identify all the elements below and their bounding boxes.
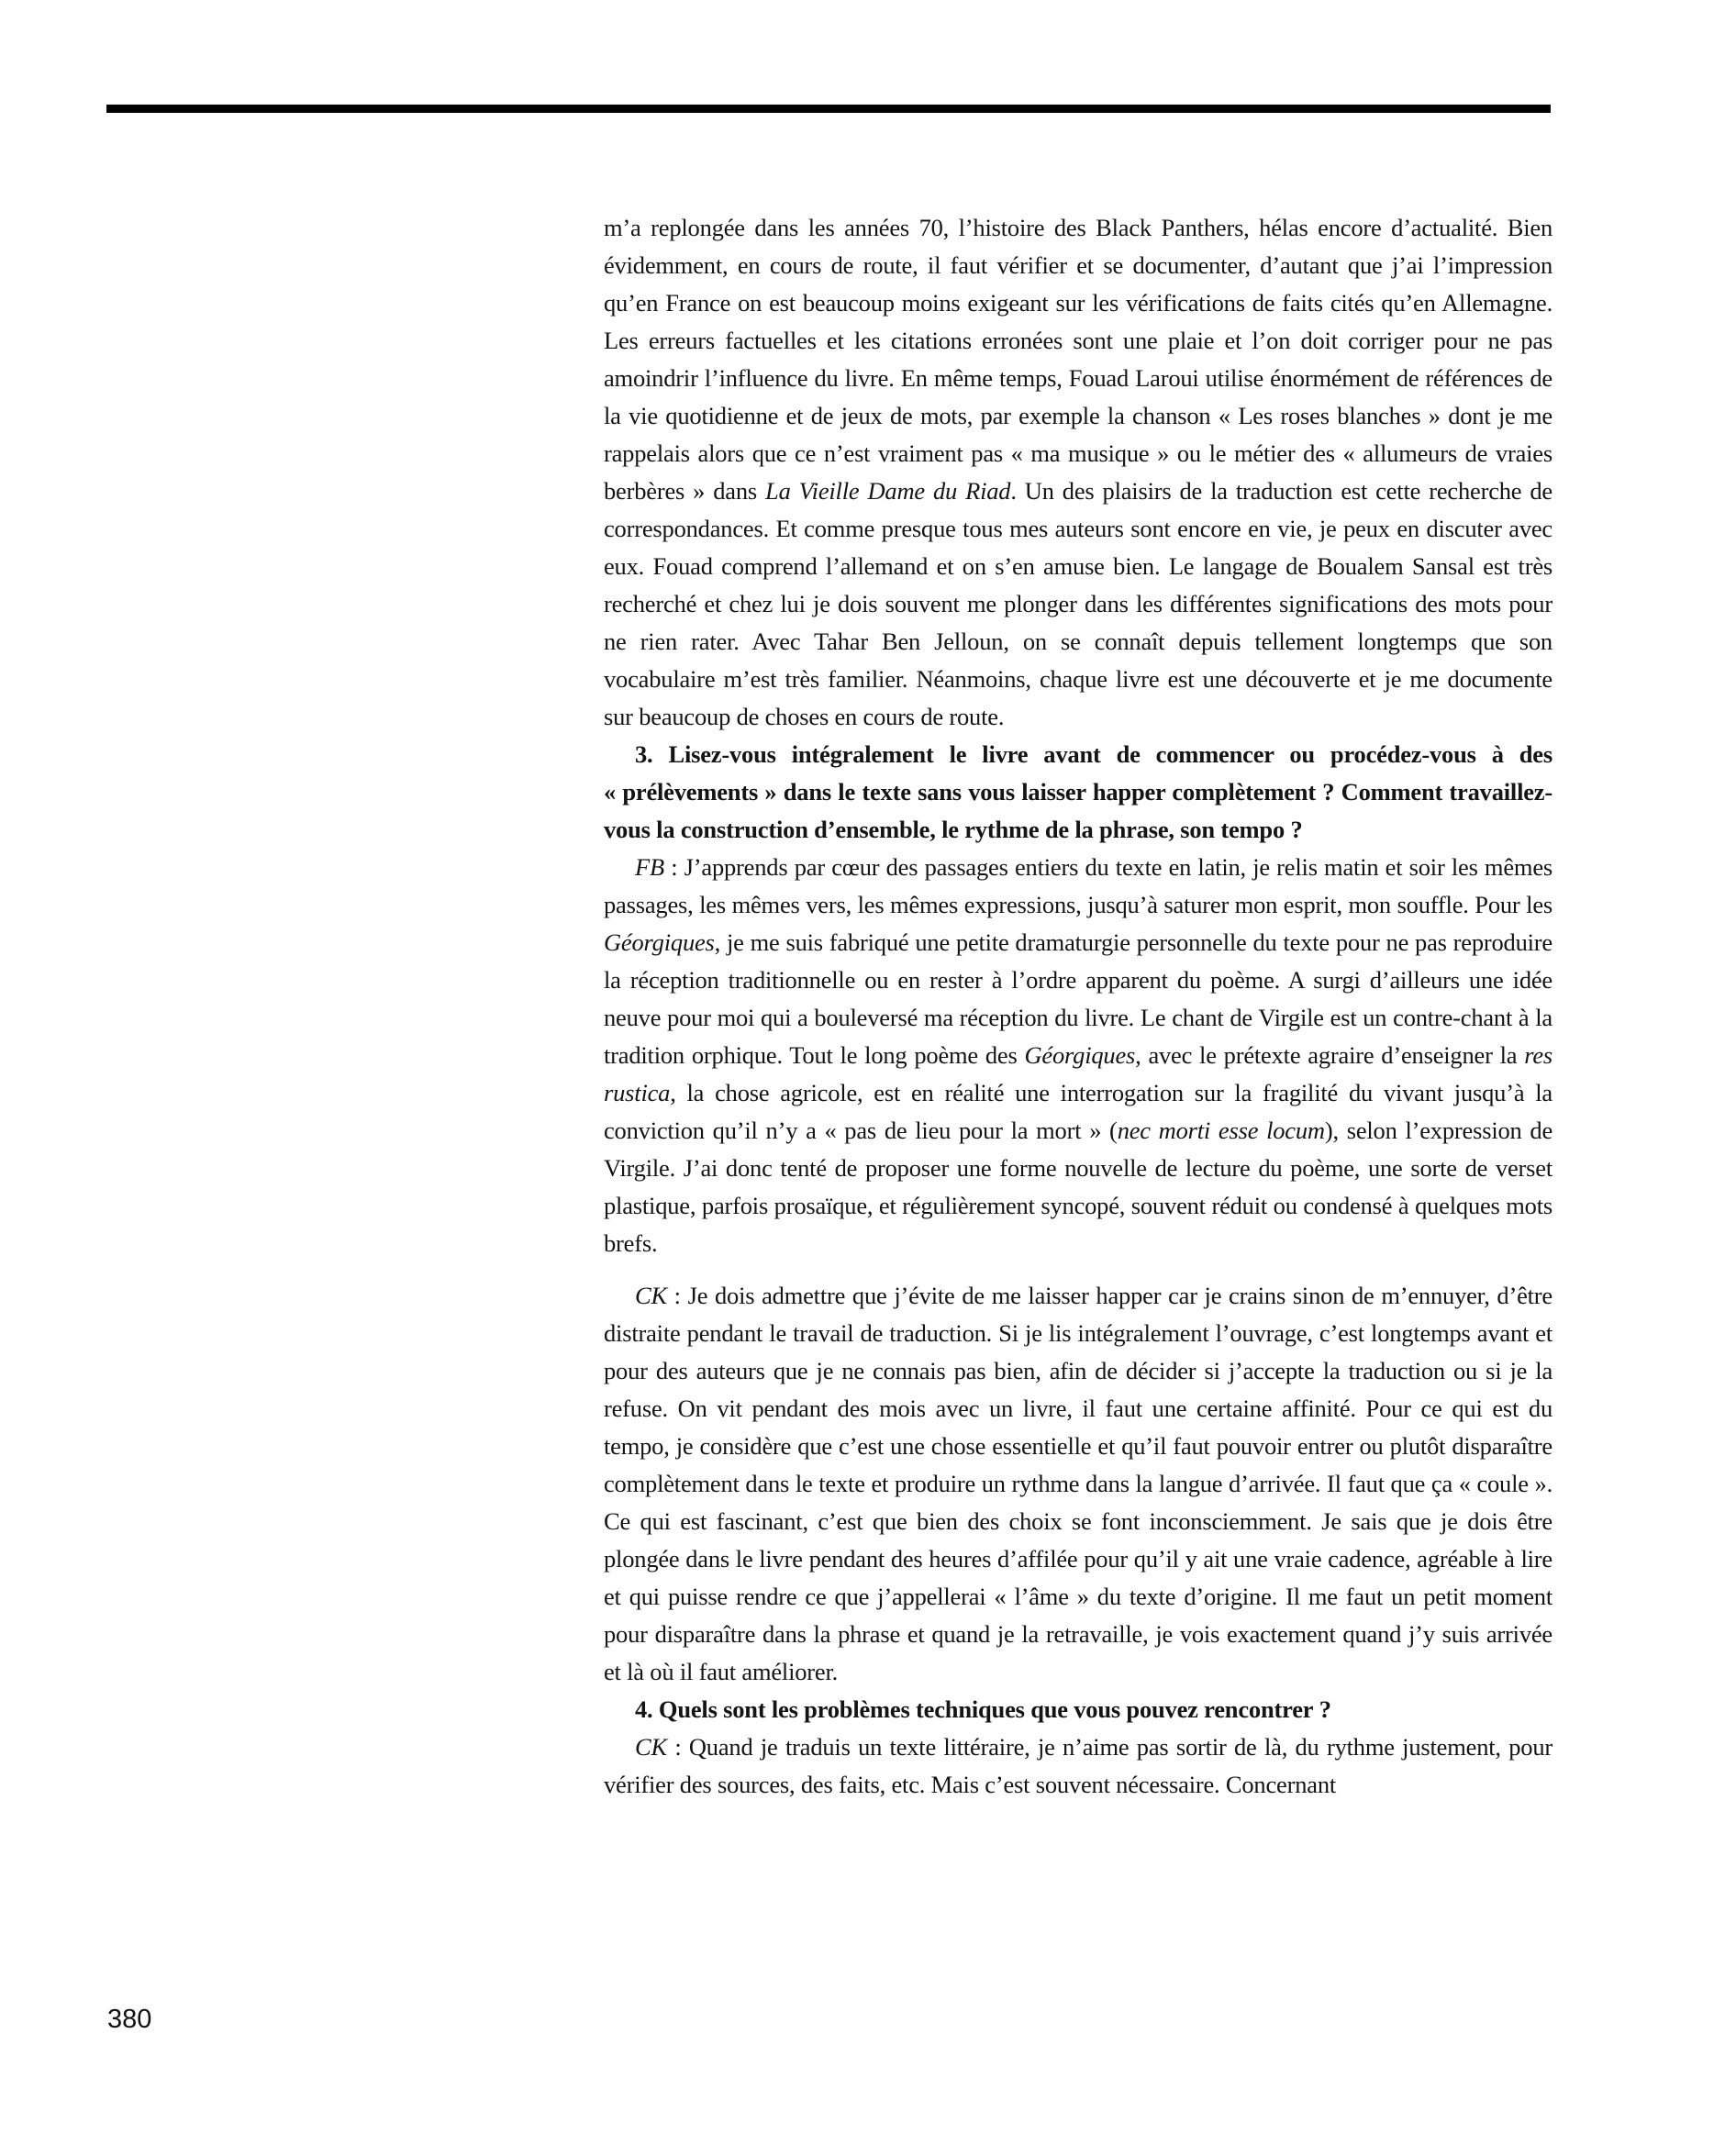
answer-fb-paragraph — [604, 849, 1552, 1262]
italic-text-run: Géorgiques — [604, 928, 715, 956]
header-rule — [106, 105, 1551, 113]
text-run: : Quand je traduis un texte littéraire, je n’aime pas sortir de là, du rythme justement, pour vérifier des sources, des faits, etc. Mais c’est souvent nécessaire. Concernant — [604, 1733, 1552, 1798]
text-run: , je me suis fabriqué une petite dramaturgie personnelle du texte pour ne pas reproduire la réception traditionnelle ou en rester à l’ordre apparent du poème. A surgi d’ailleurs une idée neuve pour moi qui a bouleversé ma réception du livre. Le chant de Virgile est un contre-chant à la tradition orphique. Tout le long poème des — [604, 928, 1552, 1069]
page-number: 380 — [107, 2005, 152, 2034]
text-run: , avec le prétexte agraire d’enseigner la — [1135, 1041, 1525, 1069]
italic-text-run: CK — [635, 1282, 667, 1309]
text-run: ), selon l’expression de Virgile. J’ai donc tenté de proposer une forme nouvelle de lecture du poème, une sorte de verset plastique, parfois prosaïque, et régulièrement syncopé, souvent réduit ou condensé à quelques mots brefs. — [604, 1117, 1553, 1257]
text-run: : J’apprends par cœur des passages entiers du texte en latin, je relis matin et soir les mêmes passages, les mêmes vers, les mêmes expressions, jusqu’à saturer mon esprit, mon souffle. Pour les — [604, 853, 1552, 918]
text-run: , la chose agricole, est en réalité une interrogation sur la fragilité du vivant jusqu’à la conviction qu’il n’y a « pas de lieu pour la mort » ( — [604, 1079, 1552, 1144]
text-run: . Un des plaisirs de la traduction est cette recherche de correspondances. Et comme presque tous mes auteurs sont encore en vie, je peux en discuter avec eux. Fouad comprend l’allemand et on s’en amuse bien. Le langage de Boualem Sansal est très recherché et chez lui je dois souvent me plonger dans les différentes significations des mots pour ne rien rater. Avec Tahar Ben Jelloun, on se connaît depuis tellement longtemps que son vocabulaire m’est très familier. Néanmoins, chaque livre est une découverte et je me documente sur beaucoup de choses en cours de route. — [604, 477, 1552, 730]
question-4-heading: 4. Quels sont les problèmes techniques que vous pouvez rencontrer ? — [635, 1695, 1331, 1723]
text-column — [604, 209, 1552, 1804]
italic-text-run: FB — [635, 853, 664, 881]
italic-text-run: nec morti esse locum — [1117, 1117, 1325, 1144]
answer-ck-paragraph — [604, 1277, 1552, 1691]
question-3-heading: 3. Lisez-vous intégralement le livre avant de commencer ou procédez-vous à des « prélèvements » dans le texte sans vous laisser happer complètement ? Comment travaillez-vous la construction d’ensemble, le rythme de la phrase, son tempo ? — [604, 740, 1552, 843]
italic-text-run: La Vieille Dame du Riad — [765, 477, 1011, 505]
italic-text-run: Géorgiques — [1024, 1041, 1136, 1069]
italic-text-run: res rustica — [604, 1041, 1552, 1106]
text-run: m’a replongée dans les années 70, l’histoire des Black Panthers, hélas encore d’actualité. Bien évidemment, en cours de route, il faut vérifier et se documenter, d’autant que j’ai l’impression qu’en France on est beaucoup moins exigeant sur les vérifications de faits cités qu’en Allemagne. Les erreurs factuelles et les citations erronées sont une plaie et l’on doit corriger pour ne pas amoindrir l’influence du livre. En même temps, Fouad Laroui utilise énormément de références de la vie quotidienne et de jeux de mots, par exemple la chanson « Les roses blanches » dont je me rappelais alors que ce n’est vraiment pas « ma musique » ou le métier des « allumeurs de vraies berbères » dans — [604, 214, 1552, 505]
paragraph-continuation — [604, 209, 1552, 736]
answer-ck-2-paragraph — [604, 1728, 1552, 1804]
text-run: : Je dois admettre que j’évite de me laisser happer car je crains sinon de m’ennuyer, d’être distraite pendant le travail de traduction. Si je lis intégralement l’ouvrage, c’est longtemps avant et pour des auteurs que je ne connais pas bien, afin de décider si j’accepte la traduction ou si je la refuse. On vit pendant des mois avec un livre, il faut une certaine affinité. Pour ce qui est du tempo, je considère que c’est une chose essentielle et qu’il faut pouvoir entrer ou plutôt disparaître complètement dans le texte et produire un rythme dans la langue d’arrivée. Il faut que ça « coule ». Ce qui est fascinant, c’est que bien des choix se font inconsciemment. Je sais que je dois être plongée dans le livre pendant des heures d’affilée pour qu’il y ait une vraie cadence, agréable à lire et qui puisse rendre ce que j’appellerai « l’âme » du texte d’origine. Il me faut un petit moment pour disparaître dans la phrase et quand je la retravaille, je vois exactement quand j’y suis arrivée et là où il faut améliorer. — [604, 1282, 1552, 1685]
italic-text-run: CK — [635, 1733, 667, 1761]
